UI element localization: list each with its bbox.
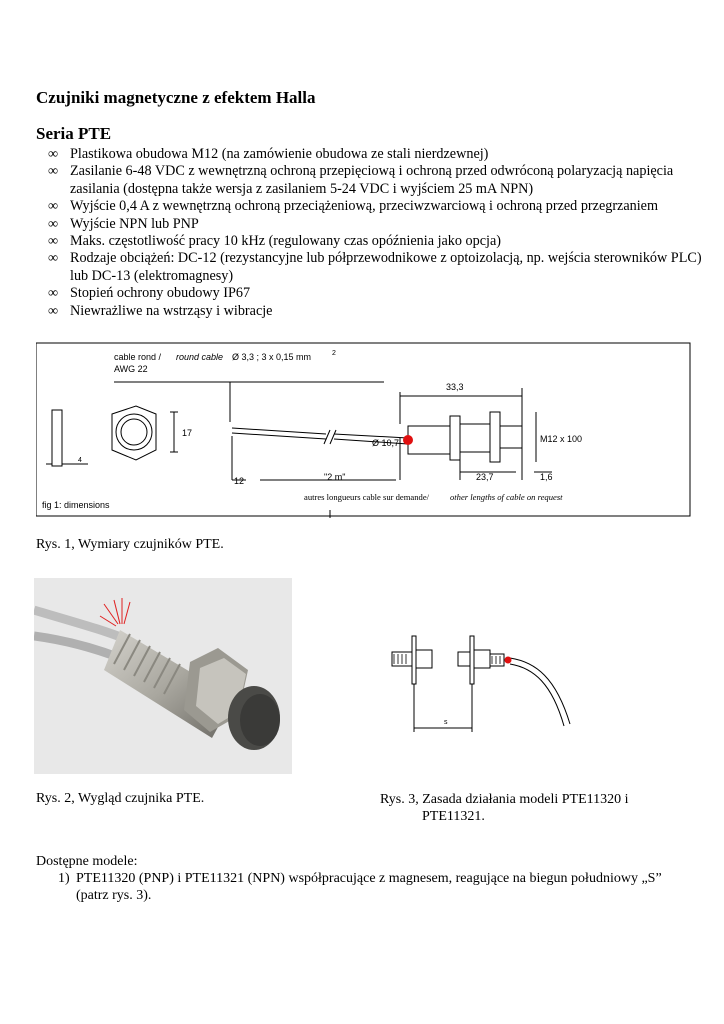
distance-label: s bbox=[444, 719, 448, 726]
dim-diameter: Ø 10,7 bbox=[372, 438, 400, 448]
dim-4: 4 bbox=[78, 457, 82, 464]
model-item-number: 1) bbox=[58, 871, 70, 886]
page-title: Czujniki magnetyczne z efektem Halla bbox=[36, 88, 316, 107]
dim-12: 12 bbox=[234, 476, 245, 486]
dim-thread: M12 x 100 bbox=[540, 434, 583, 444]
sensor-photo bbox=[34, 578, 292, 774]
model-item-text: PTE11320 (PNP) i PTE11321 (NPN) współpracujące z magnesem, reagujące na biegun południowy „S” (patrz rys. 3). bbox=[76, 871, 662, 903]
awg-label: AWG 22 bbox=[114, 364, 148, 374]
feature-item: ∞ Wyjście NPN lub PNP bbox=[48, 216, 708, 233]
feature-item: ∞ Stopień ochrony obudowy IP67 bbox=[48, 285, 708, 302]
figure-label: fig 1: dimensions bbox=[42, 500, 110, 510]
dim-cable-length: "2 m" bbox=[324, 472, 346, 482]
cable-spec: Ø 3,3 ; 3 x 0,15 mm bbox=[232, 352, 312, 362]
operating-principle-drawing bbox=[380, 624, 580, 740]
fig2-caption: Rys. 2, Wygląd czujnika PTE. bbox=[36, 791, 205, 806]
feature-item: ∞ Wyjście 0,4 A z wewnętrzną ochroną przeciążeniową, przeciwzwarciową i ochroną przed przegrzaniem bbox=[48, 198, 708, 215]
dim-body: 23,7 bbox=[476, 472, 494, 482]
dim-17: 17 bbox=[182, 428, 193, 438]
feature-item: ∞ Zasilanie 6-48 VDC z wewnętrzną ochroną przepięciową i ochroną przed odwróconą polaryzacją napięcia zasilania (dostępna także wersja z zasilaniem 5-24 VDC i wyjściem 25 mA NPN) bbox=[48, 163, 708, 198]
sensor-illustration bbox=[34, 578, 292, 774]
dim-length: 33,3 bbox=[446, 382, 464, 392]
cable-label-en: round cable bbox=[176, 352, 224, 362]
fig3-caption bbox=[380, 791, 680, 825]
fig3-caption-line2: PTE11321. bbox=[422, 809, 485, 824]
cable-spec-sup: 2 bbox=[332, 350, 336, 357]
fig3-caption-line1: Rys. 3, Zasada działania modeli PTE11320 i bbox=[380, 792, 629, 807]
models-section bbox=[36, 853, 696, 904]
dimensions-drawing bbox=[36, 340, 692, 520]
feature-item: ∞ Niewrażliwe na wstrząsy i wibracje bbox=[48, 303, 708, 320]
feature-item: ∞ Plastikowa obudowa M12 (na zamówienie obudowa ze stali nierdzewnej) bbox=[48, 146, 708, 163]
series-heading: Seria PTE bbox=[36, 124, 112, 143]
feature-list bbox=[48, 146, 708, 320]
models-list bbox=[36, 870, 696, 904]
models-heading: Dostępne modele: bbox=[36, 854, 138, 869]
feature-item: ∞ Rodzaje obciążeń: DC-12 (rezystancyjne lub półprzewodnikowe z optoizolacją, np. wejścia sterowników PLC) lub DC-13 (elektromagnesy) bbox=[48, 250, 708, 285]
cable-label-fr: cable rond / bbox=[114, 352, 162, 362]
dim-1-6: 1,6 bbox=[540, 472, 553, 482]
length-note-fr: autres longueurs cable sur demande/ bbox=[304, 492, 430, 502]
length-note-en: other lengths of cable on request bbox=[450, 492, 563, 502]
fig1-caption: Rys. 1, Wymiary czujników PTE. bbox=[36, 537, 224, 552]
feature-item: ∞ Maks. częstotliwość pracy 10 kHz (regulowany czas opóźnienia jako opcja) bbox=[48, 233, 708, 250]
model-item bbox=[36, 870, 696, 904]
